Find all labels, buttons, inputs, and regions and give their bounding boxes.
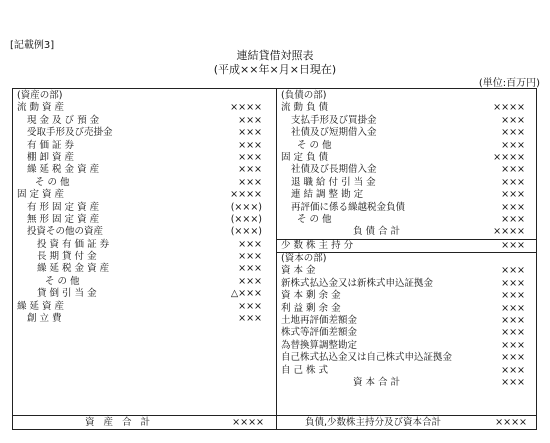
liability-row-label: 支払手形及び買掛金 [291, 114, 377, 126]
liability-row [277, 115, 537, 127]
liability-row-label: 土地再評価差額金 [281, 315, 358, 327]
asset-row-label: 繰 延 税 金 資 産 [27, 164, 100, 176]
asset-row-value: ××× [238, 313, 262, 325]
liability-row [277, 202, 537, 214]
liability-row-label: 社債及び長期借入金 [291, 164, 377, 176]
asset-row [13, 251, 276, 263]
liability-row-label: 再評価に係る繰越税金負債 [291, 201, 406, 213]
liability-row-value: ××× [501, 376, 525, 388]
liability-row-label: 利 益 剰 余 金 [281, 302, 341, 314]
asset-row-label: 固 定 資 産 [17, 189, 65, 201]
asset-row-value: ××× [238, 251, 262, 263]
asset-row-label: 投資その他の資産 [27, 226, 104, 238]
asset-row [13, 102, 276, 114]
asset-row-label: 受取手形及び売掛金 [27, 127, 113, 139]
asset-row-label: 繰 延 税 金 資 産 [37, 263, 110, 275]
liability-row-value: ××× [501, 213, 525, 225]
assets-total-value: ×××× [232, 417, 264, 428]
asset-row-label: 有 価 証 券 [27, 139, 75, 151]
liability-row [277, 340, 537, 352]
asset-row [13, 90, 276, 102]
asset-row [13, 226, 276, 238]
assets-total-row [13, 415, 276, 429]
liability-row [277, 253, 537, 265]
liability-row-value: ××× [501, 364, 525, 376]
asset-row-value: ×××× [230, 102, 262, 114]
liability-row [277, 140, 537, 152]
liability-row-label: 流 動 負 債 [281, 102, 329, 114]
liability-row [277, 240, 537, 253]
asset-row-label: 棚 卸 資 産 [27, 151, 75, 163]
liability-row [277, 90, 537, 102]
document-subtitle: (平成××年×月×日現在) [213, 63, 337, 76]
asset-row [13, 127, 276, 139]
asset-row-label: 貸 倒 引 当 金 [37, 288, 97, 300]
asset-row [13, 214, 276, 226]
liability-row [277, 164, 537, 176]
liability-row-value: ××× [501, 302, 525, 314]
asset-row-value: ××× [238, 139, 262, 151]
liability-row-value: ×××× [493, 151, 525, 163]
liability-row-label: 少 数 株 主 持 分 [281, 239, 354, 251]
liability-row [277, 365, 537, 377]
liabilities-equity-total-label: 負債,少数株主持分及び資本合計 [305, 417, 442, 428]
asset-row [13, 276, 276, 288]
liability-row [277, 152, 537, 164]
assets-total-label: 資 産 合 計 [85, 417, 154, 428]
liability-row-label: (負債の部) [281, 90, 327, 101]
liability-row-value: ××× [501, 315, 525, 327]
liability-row-value: ××× [501, 127, 525, 139]
liability-row-label: 退 職 給 付 引 当 金 [291, 176, 376, 188]
unit-label: (単位:百万円) [478, 78, 540, 89]
asset-row-value: ×××× [230, 189, 262, 201]
asset-row [13, 140, 276, 152]
liability-row-value: ×××× [493, 102, 525, 114]
asset-row-value: (×××) [230, 226, 262, 238]
document-title: 連結貸借対照表 [236, 49, 314, 62]
asset-row-value: ××× [238, 263, 262, 275]
liability-row-value: ××× [501, 327, 525, 339]
asset-row-value: ××× [238, 238, 262, 250]
liabilities-equity-total-row [277, 415, 537, 429]
asset-row-value: (×××) [230, 201, 262, 213]
asset-row-value: ××× [238, 300, 262, 312]
liabilities-equity-total-value: ×××× [495, 417, 527, 428]
liability-row-label: 自 己 株 式 [281, 364, 329, 376]
liability-row-value: ××× [501, 339, 525, 351]
liability-row [277, 290, 537, 302]
liability-row [277, 102, 537, 114]
asset-row [13, 189, 276, 201]
liability-row-label: 負 債 合 計 [353, 226, 401, 238]
liability-row-label: 資 本 剰 余 金 [281, 290, 341, 302]
asset-row-label: 長 期 貸 付 金 [37, 251, 97, 263]
liability-row-label: 自己株式払込金又は自己株式申込証拠金 [281, 352, 453, 364]
asset-row-value: ××× [238, 275, 262, 287]
asset-row-label: そ の 他 [45, 275, 80, 287]
liability-row-value: ×××× [493, 226, 525, 238]
liability-row-label: 連 結 調 整 勘 定 [291, 189, 364, 201]
balance-sheet-table [12, 88, 537, 430]
asset-row [13, 301, 276, 313]
liability-row-label: 為替換算調整勘定 [281, 339, 358, 351]
liability-row [277, 327, 537, 339]
liability-row-value: ××× [501, 176, 525, 188]
asset-row-label: 繰 延 資 産 [17, 300, 65, 312]
asset-row-label: (資産の部) [17, 90, 63, 101]
asset-row [13, 239, 276, 251]
liability-row-value: ××× [501, 114, 525, 126]
asset-row-value: ××× [238, 164, 262, 176]
liability-row-value: ××× [501, 290, 525, 302]
asset-row-label: 投 資 有 価 証 券 [37, 238, 110, 250]
liability-row-value: ××× [501, 352, 525, 364]
liability-row [277, 377, 537, 389]
asset-row-label: 現 金 及 び 預 金 [27, 114, 100, 126]
liability-row-value: ××× [501, 239, 525, 251]
asset-row [13, 115, 276, 127]
assets-column [13, 90, 276, 325]
liability-row [277, 315, 537, 327]
liability-row-label: 資 本 金 [281, 265, 316, 277]
asset-row [13, 288, 276, 300]
asset-row [13, 263, 276, 275]
liability-row [277, 127, 537, 139]
asset-row [13, 202, 276, 214]
asset-row-label: 有 形 固 定 資 産 [27, 201, 100, 213]
asset-row [13, 313, 276, 325]
liability-row [277, 265, 537, 277]
liability-row-value: ××× [501, 277, 525, 289]
liability-row-label: そ の 他 [297, 139, 332, 151]
asset-row-value: ××× [238, 176, 262, 188]
asset-row [13, 164, 276, 176]
liability-row-value: ××× [501, 164, 525, 176]
liability-row-value: ××× [501, 189, 525, 201]
asset-row-label: そ の 他 [35, 176, 70, 188]
asset-row-value: ××× [238, 114, 262, 126]
liability-row-label: 社債及び短期借入金 [291, 127, 377, 139]
asset-row-value: ××× [238, 151, 262, 163]
liability-row-label: そ の 他 [297, 213, 332, 225]
liability-row-label: 株式等評価差額金 [281, 327, 358, 339]
liability-row [277, 226, 537, 239]
asset-row [13, 152, 276, 164]
liability-row [277, 303, 537, 315]
liability-row-value: ××× [501, 201, 525, 213]
asset-row-value: ××× [238, 127, 262, 139]
liability-row-value: ××× [501, 139, 525, 151]
liabilities-equity-column [277, 90, 537, 389]
asset-row-label: 無 形 固 定 資 産 [27, 213, 100, 225]
asset-row [13, 177, 276, 189]
asset-row-value: △××× [230, 288, 262, 300]
document-label: [記載例3] [10, 40, 55, 51]
liability-row [277, 189, 537, 201]
liability-row [277, 177, 537, 189]
asset-row-label: 流 動 資 産 [17, 102, 65, 114]
liability-row-value: ××× [501, 265, 525, 277]
asset-row-label: 創 立 費 [27, 313, 62, 325]
liability-row-label: 資 本 合 計 [353, 376, 401, 388]
liability-row [277, 214, 537, 226]
asset-row-value: (×××) [230, 213, 262, 225]
liability-row [277, 278, 537, 290]
liability-row [277, 352, 537, 364]
liability-row-label: 新株式払込金又は新株式申込証拠金 [281, 277, 434, 289]
liability-row-label: 固 定 負 債 [281, 151, 329, 163]
liability-row-label: (資本の部) [281, 253, 327, 265]
